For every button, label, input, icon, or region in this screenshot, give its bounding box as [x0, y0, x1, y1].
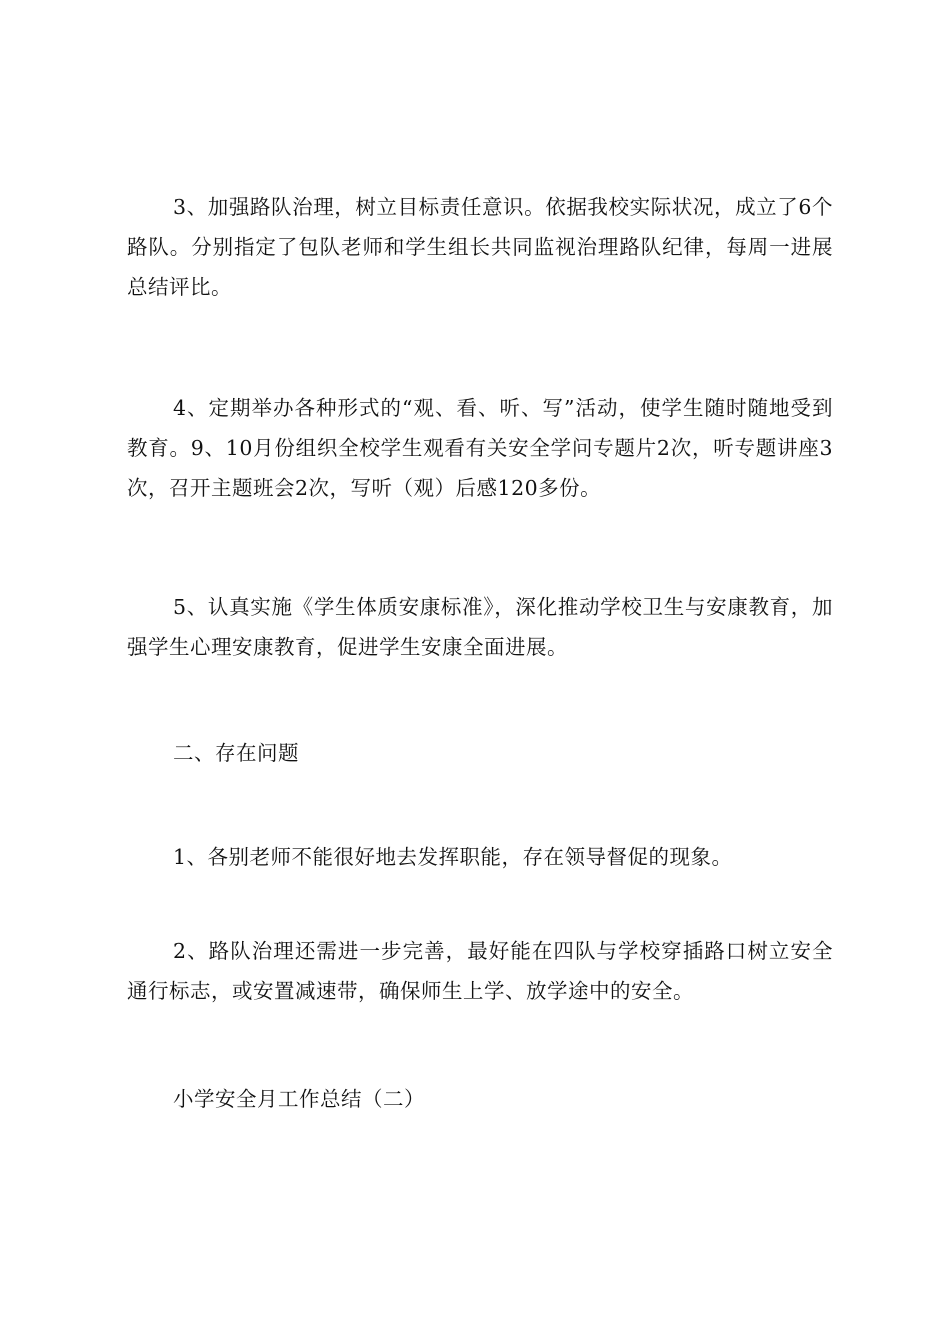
paragraph-item-5: 5、认真实施《学生体质安康标准》，深化推动学校卫生与安康教育，加强学生心理安康教育，促进学生安康全面进展。 [127, 595, 833, 659]
problem-item-2: 2、路队治理还需进一步完善，最好能在四队与学校穿插路口树立安全通行标志，或安置减速带，确保师生上学、放学途中的安全。 [127, 939, 833, 1003]
section-heading: 二、存在问题 [173, 741, 299, 765]
problem-item-1: 1、各别老师不能很好地去发挥职能，存在领导督促的现象。 [173, 845, 733, 869]
paragraph-item-4: 4、定期举办各种形式的“观、看、听、写”活动，使学生随时随地受到教育。9、10月份组织全校学生观看有关安全学问专题片2次，听专题讲座3次，召开主题班会2次，写听（观）后感120多份。 [127, 396, 833, 500]
next-section-title: 小学安全月工作总结（二） [173, 1087, 425, 1111]
paragraph-item-3: 3、加强路队治理，树立目标责任意识。依据我校实际状况，成立了6个路队。分别指定了包队老师和学生组长共同监视治理路队纪律，每周一进展总结评比。 [127, 195, 833, 299]
